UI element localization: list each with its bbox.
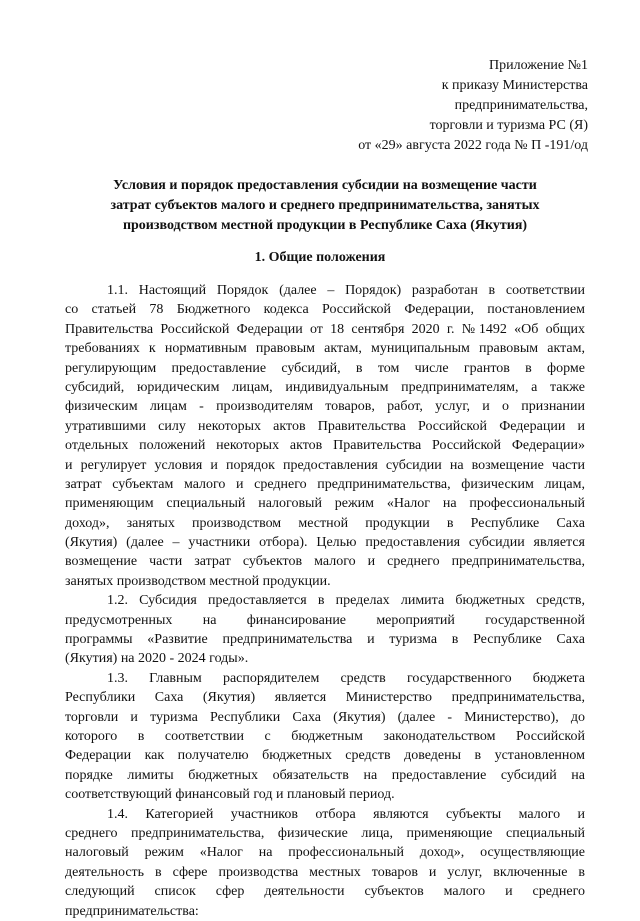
paragraph-line: возмещение части затрат субъектов малого и среднего предпринимательства, [65, 554, 585, 570]
paragraph-line: 1.3. Главным распорядителем средств государственного бюджета [107, 670, 585, 686]
paragraph-line: налоговый режим «Налог на профессиональный доход», осуществляющие [65, 845, 585, 861]
paragraph-line: (Якутия) (далее – участники отбора). Целью предоставления субсидии является [65, 535, 585, 551]
title-line: Условия и порядок предоставления субсидии на возмещение части [113, 178, 537, 193]
paragraph-line: Республики Саха (Якутия) является Министерство предпринимательства, [65, 690, 585, 706]
appendix-header [358, 56, 588, 156]
paragraph-line: порядке лимиты бюджетных обязательств на предоставление субсидий на [65, 767, 585, 783]
title-line: затрат субъектов малого и среднего предпринимательства, занятых [110, 198, 540, 213]
appendix-line: Приложение №1 [489, 58, 588, 73]
paragraph-line: торговли и туризма Республики Саха (Якутия) (далее - Министерство), до [65, 709, 585, 725]
paragraph-line: утратившими силу некоторых актов Правительства Российской Федерации и [65, 418, 585, 434]
paragraph-line: (Якутия) на 2020 - 2024 годы». [65, 651, 249, 667]
title-line: производством местной продукции в Республике Саха (Якутия) [122, 218, 528, 233]
paragraph-line: среднего предпринимательства, физические лица, применяющие специальный [65, 825, 585, 841]
paragraph-line: деятельность в сфере производства местных товаров и услуг, включенные в [65, 864, 585, 880]
paragraph-line: со статьей 78 Бюджетного кодекса Российской Федерации, постановлением [65, 302, 585, 318]
appendix-line: к приказу Министерства [441, 78, 588, 93]
paragraph-line: 1.2. Субсидия предоставляется в пределах лимита бюджетных средств, [107, 593, 585, 609]
paragraph-line: и регулирует условия и порядок предоставления субсидии на возмещение части [65, 457, 585, 473]
paragraph-line: применяющим специальный налоговый режим «Налог на профессиональный [65, 496, 585, 512]
paragraph-line: требованиях к нормативным правовым актам, муниципальным правовым актам, [65, 341, 585, 357]
document-body [65, 281, 585, 921]
paragraph-line: доход», занятых производством местной продукции в Республике Саха [65, 515, 585, 531]
document-title [70, 176, 580, 236]
paragraph-line: Правительства Российской Федерации от 18 сентября 2020 г. №1492 «Об общих [65, 321, 585, 337]
paragraph-line: регулирующим предоставление субсидий, в том числе грантов в форме [65, 360, 585, 376]
appendix-line: от «29» августа 2022 года № П -191/од [358, 138, 588, 153]
paragraph-line: затрат субъектам малого и среднего предпринимательства, физическим лицам, [65, 476, 585, 492]
paragraph-line: соответствующий финансовый год и плановый период. [65, 787, 395, 803]
paragraph-line: программы «Развитие предпринимательства и туризма в Республике Саха [65, 632, 585, 648]
paragraph-line: предусмотренных на финансирование мероприятий государственной [65, 612, 585, 628]
paragraph-line: предпринимательства: [65, 903, 199, 919]
section-heading: 1. Общие положения [254, 250, 386, 265]
paragraph-line: которого в соответствии с бюджетным законодательством Российской [65, 728, 585, 744]
paragraph-line: следующий список сфер деятельности субъектов малого и среднего [65, 884, 585, 900]
paragraph-line: Федерации как получателю бюджетных средств доведены в установленном [65, 748, 585, 764]
paragraph-line: занятых производством местной продукции. [65, 573, 331, 589]
paragraph-line: физическим лицам - производителям товаров, работ, услуг, и о признании [65, 399, 585, 415]
appendix-line: предпринимательства, [454, 98, 588, 113]
paragraph-line: отдельных положений некоторых актов Правительства Российской Федерации» [65, 438, 585, 454]
paragraph-line: 1.4. Категорией участников отбора являются субъекты малого и [107, 806, 585, 822]
paragraph-line: субсидий, юридическим лицам, индивидуальным предпринимателям, а также [65, 379, 585, 395]
paragraph-line: 1.1. Настоящий Порядок (далее – Порядок) разработан в соответствии [107, 283, 585, 298]
appendix-line: торговли и туризма РС (Я) [429, 118, 588, 133]
